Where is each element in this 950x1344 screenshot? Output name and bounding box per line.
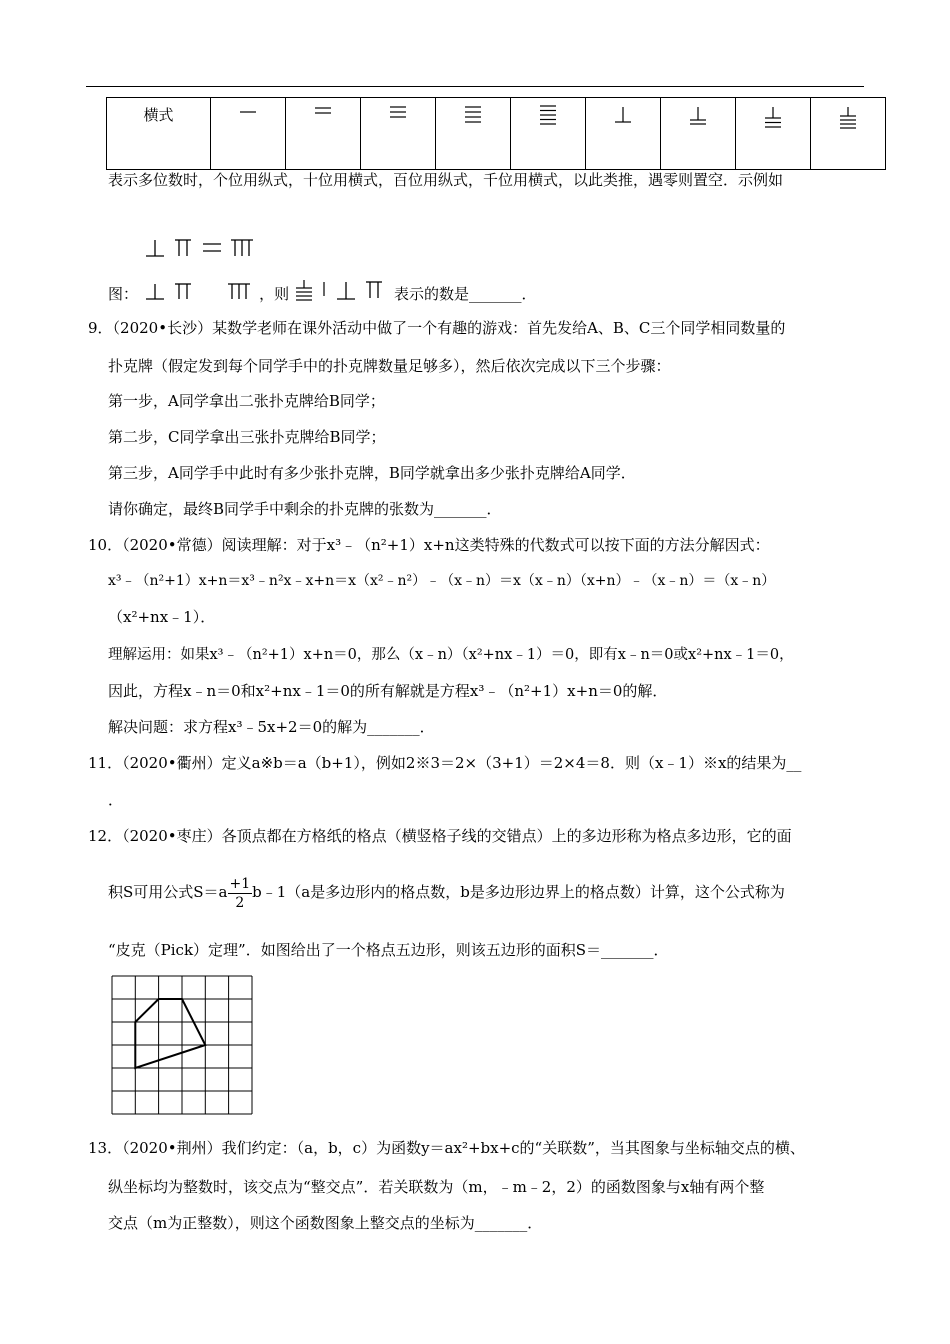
q12-line-1 [88, 826, 792, 846]
q13-line-2: 纵坐标均为整数时，该交点为“整交点”．若关联数为（m，﹣m﹣2，2）的函数图象与x轴有两个整 [108, 1178, 765, 1196]
rod-glyph-7 [661, 98, 736, 170]
intro-text: 表示多位数时，个位用纵式，十位用横式，百位用纵式，千位用横式，以此类推，遇零则置空．示例如 [108, 171, 784, 189]
example-suffix: 表示的数是_______． [393, 285, 537, 303]
q9-text: 某数学老师在课外活动中做了一个有趣的游戏：首先发给A、B、C三个同学相同数量的 [212, 319, 786, 337]
q10-text: 阅读理解：对于x³﹣（n²+1）x+n这类特殊的代数式可以按下面的方法分解因式： [221, 536, 770, 554]
q10-line-1 [88, 535, 770, 555]
example-bottom-rods [143, 282, 195, 302]
q13-line-1 [88, 1138, 805, 1158]
q11-line-2: ． [108, 791, 124, 809]
q11-text: 定义a※b＝a（b+1），例如2※3＝2×（3+1）＝2×4＝8．则（x﹣1）※x的结果为__ [221, 754, 802, 772]
rod-glyph-8 [736, 98, 811, 170]
q12-line-3: “皮克（Pick）定理”．如图给出了一个格点五边形，则该五边形的面积S＝_______． [108, 941, 669, 959]
q12-number: 12． [88, 827, 123, 845]
example-top-rods [143, 236, 263, 260]
q10-line-3: （x²+nx﹣1）． [108, 608, 216, 626]
rod-numeral-table [106, 97, 886, 170]
fraction-numerator: +1 [229, 875, 251, 892]
q11-source: （2020•衢州） [122, 754, 222, 772]
q12-line-2 [108, 872, 785, 912]
rod-glyph-1 [211, 98, 286, 170]
rod-glyph-2 [286, 98, 361, 170]
q9-number: 9． [88, 319, 113, 337]
q9-line-5: 第三步，A同学手中此时有多少张扑克牌，B同学就拿出多少张扑克牌给A同学． [108, 464, 636, 482]
row-label: 横式 [107, 98, 211, 170]
rod-glyph-9 [811, 98, 886, 170]
q12-source: （2020•枣庄） [122, 827, 222, 845]
rod-glyph-3 [361, 98, 436, 170]
rod-glyph-6 [586, 98, 661, 170]
q12-formula-a: 积S可用公式S＝a [108, 883, 228, 901]
q13-source: （2020•荆州） [122, 1139, 222, 1157]
q13-number: 13． [88, 1139, 123, 1157]
rod-glyph-4 [436, 98, 511, 170]
fraction-denominator: 2 [235, 894, 245, 911]
q10-line-2: x³﹣（n²+1）x+n＝x³﹣n²x﹣x+n＝x（x²﹣n²）﹣（x﹣n）＝x（x﹣n）（x+n）﹣（x﹣n）＝（x﹣n） [108, 573, 776, 589]
q12-text: 各顶点都在方格纸的格点（横竖格子线的交错点）上的多边形称为格点多边形，它的面 [221, 827, 792, 845]
q12-formula-b: b﹣1（a是多边形内的格点数，b是多边形边界上的格点数）计算，这个公式称为 [252, 883, 785, 901]
query-rods [294, 278, 394, 302]
q9-line-3: 第一步，A同学拿出二张扑克牌给B同学； [108, 392, 385, 410]
q10-line-6: 解决问题：求方程x³﹣5x+2＝0的解为_______． [108, 718, 435, 736]
q11-number: 11． [88, 754, 123, 772]
q9-line-2: 扑克牌（假定发到每个同学手中的扑克牌数量足够多），然后依次完成以下三个步骤： [108, 357, 671, 375]
header-rule [86, 86, 864, 87]
q9-line-1 [88, 318, 785, 338]
pick-fraction [228, 875, 253, 912]
example-line [108, 278, 536, 304]
lattice-pentagon [135, 999, 205, 1068]
q10-source: （2020•常德） [122, 536, 222, 554]
q13-line-3: 交点（m为正整数），则这个函数图象上整交点的坐标为_______． [108, 1214, 543, 1232]
example-mid: ，则 [259, 285, 290, 303]
q9-line-4: 第二步，C同学拿出三张扑克牌给B同学； [108, 428, 386, 446]
example-prefix: 图： [108, 285, 139, 303]
q9-line-6: 请你确定，最终B同学手中剩余的扑克牌的张数为_______． [108, 500, 502, 518]
q10-number: 10． [88, 536, 123, 554]
lattice-pentagon-figure [111, 975, 256, 1117]
q11-line-1 [88, 753, 801, 773]
q10-line-4: 理解运用：如果x³﹣（n²+1）x+n＝0，那么（x﹣n）（x²+nx﹣1）＝0，即有x﹣n＝0或x²+nx﹣1＝0， [108, 647, 794, 663]
q9-source: （2020•长沙） [112, 319, 213, 337]
q10-line-5: 因此，方程x﹣n＝0和x²+nx﹣1＝0的所有解就是方程x³﹣（n²+1）x+n＝0的解． [108, 682, 668, 700]
rod-glyph-5 [511, 98, 586, 170]
q13-text: 我们约定：（a，b，c）为函数y＝ax²+bx+c的“关联数”，当其图象与坐标轴交点的横、 [221, 1139, 805, 1157]
example-bottom-rods-2 [226, 282, 254, 302]
